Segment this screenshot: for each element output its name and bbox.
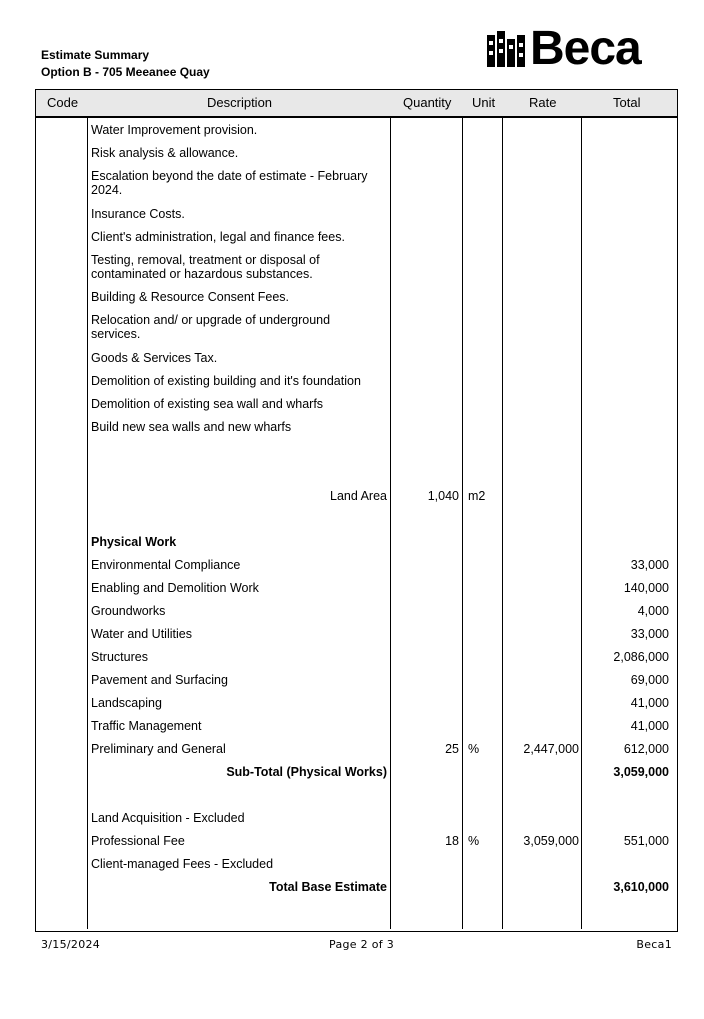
item-unit: % [468, 834, 480, 848]
footer-page: Page 2 of 3 [329, 938, 395, 951]
col-divider [502, 118, 503, 929]
item-rate: 3,059,000 [523, 834, 579, 848]
item-total: 69,000 [630, 673, 669, 687]
item-desc: Traffic Management [91, 719, 202, 733]
note-text: Demolition of existing sea wall and wharfs [91, 397, 324, 411]
col-divider [462, 118, 463, 929]
footer-date: 3/15/2024 [41, 938, 101, 951]
item-desc: Environmental Compliance [91, 558, 241, 572]
item-desc: Preliminary and General [91, 742, 226, 756]
col-code: Code [47, 95, 79, 110]
item-total: 4,000 [637, 604, 669, 618]
item-unit: % [468, 742, 480, 756]
note-text: Demolition of existing building and it's foundation [91, 374, 361, 388]
col-divider [390, 118, 391, 929]
note-text: Testing, removal, treatment or disposal of contaminated or hazardous substances. [91, 253, 320, 281]
subtotal-value: 3,059,000 [613, 765, 669, 779]
item-desc: Structures [91, 650, 148, 664]
item-rate: 2,447,000 [523, 742, 579, 756]
col-unit: Unit [472, 95, 496, 110]
land-area-quantity: 1,040 [427, 489, 459, 503]
subtotal-label: Sub-Total (Physical Works) [226, 765, 387, 779]
item-total: 140,000 [623, 581, 669, 595]
item-desc: Enabling and Demolition Work [91, 581, 259, 595]
table-header [36, 90, 677, 117]
note-text: Build new sea walls and new wharfs [91, 420, 292, 434]
item-desc: Client-managed Fees - Excluded [91, 857, 274, 871]
logo-wordmark: Beca [530, 22, 641, 75]
col-total: Total [613, 95, 641, 110]
document-title: Estimate Summary [41, 48, 150, 62]
item-desc: Land Acquisition - Excluded [91, 811, 245, 825]
col-quantity: Quantity [403, 95, 452, 110]
col-divider [581, 118, 582, 929]
item-desc: Water and Utilities [91, 627, 192, 641]
col-rate: Rate [529, 95, 557, 110]
estimate-table [35, 89, 678, 932]
beca-logo [487, 22, 675, 75]
note-text: Building & Resource Consent Fees. [91, 290, 290, 304]
land-area-unit: m2 [468, 489, 486, 503]
item-desc: Pavement and Surfacing [91, 673, 228, 687]
item-total: 2,086,000 [613, 650, 669, 664]
land-area-label: Land Area [330, 489, 387, 503]
item-total: 41,000 [630, 696, 669, 710]
grand-total-value: 3,610,000 [613, 880, 669, 894]
note-text: Goods & Services Tax. [91, 351, 218, 365]
note-text: Water Improvement provision. [91, 123, 258, 137]
item-desc: Professional Fee [91, 834, 185, 848]
item-total: 612,000 [623, 742, 669, 756]
item-qty: 25 [445, 742, 459, 756]
item-desc: Groundworks [91, 604, 166, 618]
item-desc: Landscaping [91, 696, 162, 710]
document-subtitle: Option B - 705 Meeanee Quay [41, 65, 210, 79]
note-text: Client's administration, legal and finance fees. [91, 230, 345, 244]
grand-total-label: Total Base Estimate [269, 880, 387, 894]
note-text: Risk analysis & allowance. [91, 146, 239, 160]
item-total: 33,000 [630, 627, 669, 641]
section-heading-text: Physical Work [91, 535, 177, 549]
item-total: 551,000 [623, 834, 669, 848]
beca-logo-icon [487, 31, 527, 69]
item-total: 41,000 [630, 719, 669, 733]
note-text: Relocation and/ or upgrade of underground services. [91, 313, 331, 341]
footer-company: Beca1 [636, 938, 672, 951]
col-description: Description [207, 95, 273, 110]
item-qty: 18 [445, 834, 459, 848]
col-divider [87, 118, 88, 929]
note-text: Insurance Costs. [91, 207, 185, 221]
note-text: Escalation beyond the date of estimate - February 2024. [91, 169, 368, 197]
item-total: 33,000 [630, 558, 669, 572]
